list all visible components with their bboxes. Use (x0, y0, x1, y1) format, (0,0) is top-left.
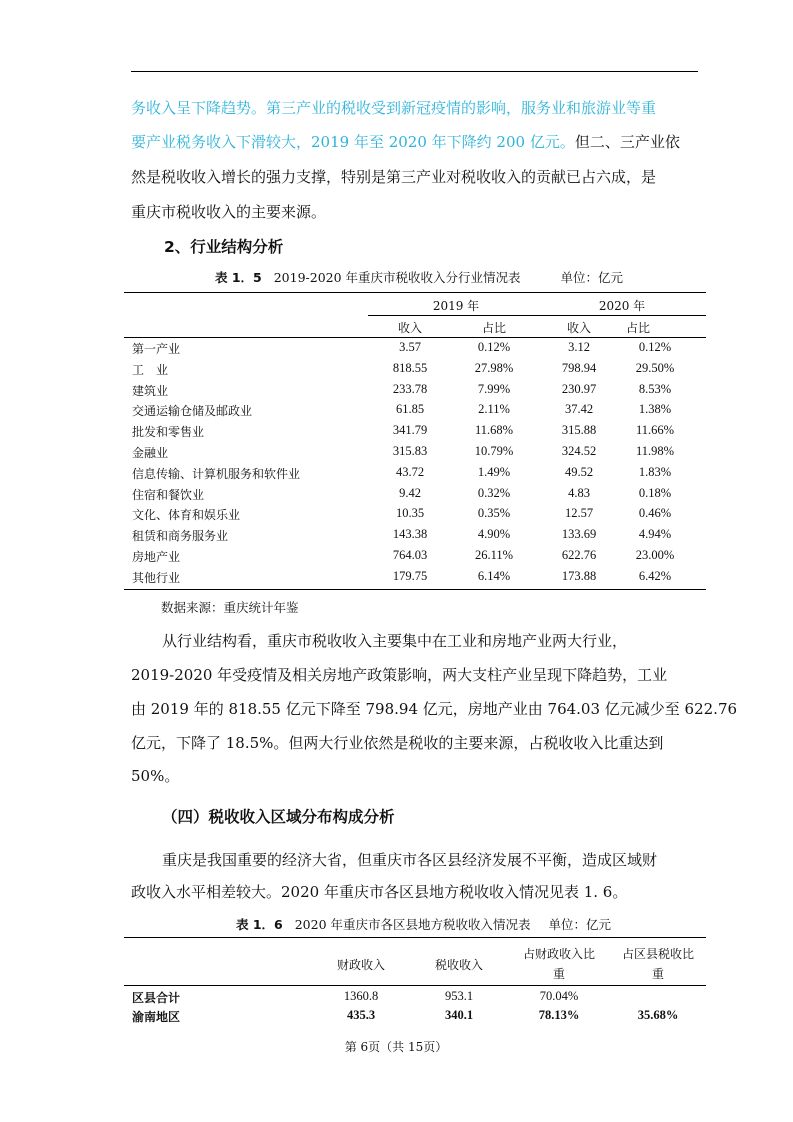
table-cell: 315.88 (561, 423, 597, 437)
table-cell: 10.35 (395, 506, 425, 520)
column-header: 占区县税收比 (621, 947, 695, 961)
table-number: 表 1．5 (215, 270, 262, 285)
table-cell: 11.68% (474, 423, 514, 437)
column-header-income: 收入 (566, 321, 592, 335)
table-cell: 8.53% (638, 382, 672, 396)
column-header: 税收收入 (434, 958, 484, 972)
table-cell: 1.49% (477, 465, 511, 479)
table-cell: 1360.8 (343, 989, 379, 1003)
paragraph-line: 从行业结构看，重庆市税收收入主要集中在工业和房地产业两大行业， (162, 632, 628, 650)
table-cell: 1.83% (638, 465, 672, 479)
table-row-label: 信息传输、计算机服务和软件业 (132, 467, 301, 481)
table-cell: 0.35% (477, 506, 511, 520)
table-row-label: 第一产业 (132, 342, 181, 356)
table-cell: 2.11% (478, 402, 510, 416)
table-cell: 70.04% (539, 989, 579, 1003)
table-unit: 单位：亿元 (560, 270, 624, 285)
table-row-label: 文化、体育和娱乐业 (132, 508, 241, 522)
table-row-label: 建筑业 (132, 384, 169, 398)
table-cell: 622.76 (561, 548, 597, 562)
table-cell: 4.94% (638, 527, 672, 541)
table-unit: 单位：亿元 (548, 917, 612, 932)
data-source-note: 数据来源：重庆统计年鉴 (161, 600, 299, 615)
table-cell: 0.18% (638, 486, 672, 500)
paragraph-line: 50%。 (131, 767, 180, 785)
paragraph-line: 然是税收收入增长的强力支撑，特别是第三产业对税收收入的贡献已占六成，是 (131, 168, 657, 186)
table-number: 表 1．6 (236, 917, 283, 932)
table-cell: 4.83 (568, 486, 590, 500)
paragraph-text: 但二、三产业依 (574, 133, 680, 151)
table-cell: 11.66% (635, 423, 675, 437)
highlight-text: 要产业税务收入下滑较大，2019 年至 2020 年下降约 200 亿元。 (131, 133, 575, 151)
table-cell: 324.52 (561, 444, 597, 458)
table-caption (236, 915, 611, 933)
table-row-label: 住宿和餐饮业 (132, 488, 205, 502)
table-cell: 818.55 (392, 361, 428, 375)
table-row-label: 工 业 (132, 363, 169, 377)
table-cell: 4.90% (477, 527, 511, 541)
table-cell: 49.52 (564, 465, 594, 479)
table-header-rule (124, 985, 706, 986)
table-header-rule (124, 337, 706, 338)
column-header-income: 收入 (397, 321, 423, 335)
column-header: 重 (552, 967, 566, 981)
table-row-label: 房地产业 (132, 550, 181, 564)
table-cell: 43.72 (395, 465, 425, 479)
table-caption (215, 268, 623, 286)
table-cell: 6.42% (638, 569, 672, 583)
table-row-label: 渝南地区 (132, 1010, 181, 1024)
table-cell: 179.75 (392, 569, 428, 583)
table-cell: 61.85 (395, 402, 425, 416)
paragraph-line: 2019-2020 年受疫情及相关房地产政策影响，两大支柱产业呈现下降趋势，工业 (131, 666, 668, 684)
table-cell: 26.11% (474, 548, 514, 562)
header-rule (131, 71, 698, 72)
table-cell: 11.98% (635, 444, 675, 458)
year-header-rule (368, 315, 706, 316)
section-heading: 2、行业结构分析 (164, 238, 284, 256)
table-cell: 78.13% (538, 1008, 580, 1022)
table-cell: 35.68% (637, 1008, 679, 1022)
table-title: 2020 年重庆市各区县地方税收收入情况表 (294, 917, 531, 932)
column-header-share: 占比 (625, 321, 651, 335)
table-cell: 29.50% (635, 361, 675, 375)
table-cell: 173.88 (561, 569, 597, 583)
table-cell: 133.69 (561, 527, 597, 541)
column-header-share: 占比 (481, 321, 507, 335)
year-header: 2020 年 (598, 299, 646, 313)
table-cell: 0.12% (638, 340, 672, 354)
table-cell: 233.78 (392, 382, 428, 396)
table-cell: 7.99% (477, 382, 511, 396)
table-cell: 27.98% (474, 361, 514, 375)
table-cell: 0.46% (638, 506, 672, 520)
table-cell: 315.83 (392, 444, 428, 458)
table-row-label: 其他行业 (132, 571, 181, 585)
table-cell: 764.03 (392, 548, 428, 562)
table-cell: 23.00% (635, 548, 675, 562)
table-cell: 435.3 (346, 1008, 376, 1022)
table-cell: 340.1 (444, 1008, 474, 1022)
paragraph-line: 重庆市税收收入的主要来源。 (131, 203, 327, 221)
paragraph-line: 重庆是我国重要的经济大省，但重庆市各区县经济发展不平衡，造成区域财 (162, 851, 658, 869)
column-header: 财政收入 (336, 958, 386, 972)
table-cell: 3.57 (399, 340, 421, 354)
table-row-label: 金融业 (132, 446, 169, 460)
page-footer: 第 6页（共 15页） (344, 1040, 448, 1054)
table-row-label: 交通运输仓储及邮政业 (132, 404, 253, 418)
table-cell: 341.79 (392, 423, 428, 437)
table-cell: 37.42 (564, 402, 594, 416)
table-row-label: 区县合计 (132, 991, 181, 1005)
table-title: 2019-2020 年重庆市税收收入分行业情况表 (273, 270, 521, 285)
column-header: 重 (651, 967, 665, 981)
table-cell: 1.38% (638, 402, 672, 416)
paragraph-line (131, 131, 698, 152)
paragraph-line: 亿元，下降了 18.5%。但两大行业依然是税收的主要来源，占税收收入比重达到 (131, 734, 664, 752)
table-cell: 143.38 (392, 527, 428, 541)
table-top-rule (124, 937, 706, 938)
paragraph-line: 务收入呈下降趋势。第三产业的税收受到新冠疫情的影响，服务业和旅游业等重 (131, 99, 657, 117)
section-heading: （四）税收收入区域分布构成分析 (162, 808, 395, 826)
table-cell: 12.57 (564, 506, 594, 520)
table-cell: 9.42 (399, 486, 421, 500)
year-header: 2019 年 (432, 299, 480, 313)
table-cell: 798.94 (561, 361, 597, 375)
table-row-label: 批发和零售业 (132, 425, 205, 439)
table-cell: 953.1 (444, 989, 474, 1003)
paragraph-line: 由 2019 年的 818.55 亿元下降至 798.94 亿元，房地产业由 764.03 亿元减少至 622.76 (131, 700, 738, 718)
table-cell: 6.14% (477, 569, 511, 583)
table-cell: 0.32% (477, 486, 511, 500)
table-cell: 10.79% (474, 444, 514, 458)
table-cell: 3.12 (568, 340, 590, 354)
column-header: 占财政收入比 (522, 947, 596, 961)
table-bottom-rule (124, 589, 706, 590)
table-cell: 230.97 (561, 382, 597, 396)
table-top-rule (124, 292, 706, 293)
paragraph-line: 政收入水平相差较大。2020 年重庆市各区县地方税收收入情况见表 1. 6。 (131, 883, 628, 901)
table-row-label: 租赁和商务服务业 (132, 529, 229, 543)
table-cell: 0.12% (477, 340, 511, 354)
